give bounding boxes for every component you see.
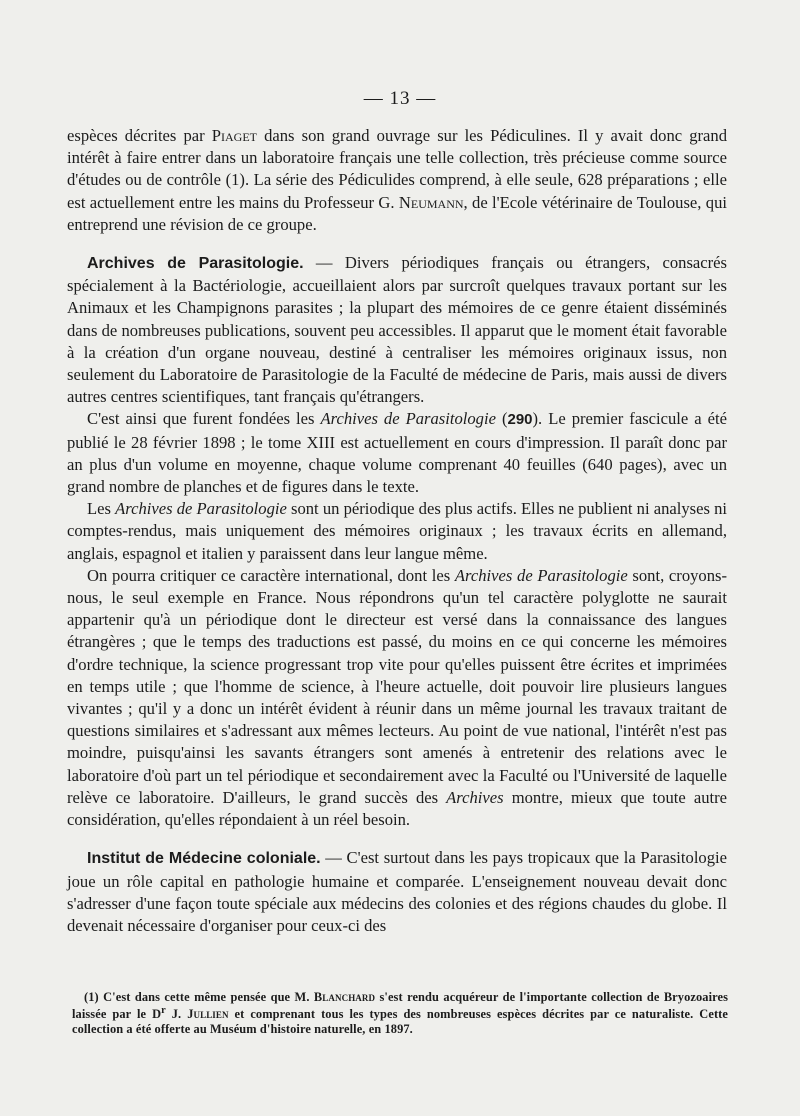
archives-paragraph: C'est ainsi que furent fondées les Archives de Parasitologie (290). Le premier fascicule a été publié le 28 février 1898 ; le tome XIII est actuellement en cours d'impression. Il paraît donc par an plus d'un volume en moyenne, chaque volume comprenant 40 feuilles (640 pages), avec un grand nombre de planches et de figures dans le texte.: [67, 409, 727, 497]
section-heading: Archives de Parasitologie.: [87, 255, 304, 273]
body-text: [67, 125, 727, 937]
page-number: — 13 —: [363, 88, 437, 109]
archives-paragraph: On pourra critiquer ce caractère international, dont les Archives de Parasitologie sont, croyons-nous, le seul exemple en France. Nous répondrons qu'un tel caractère polyglotte ne saurait appartenir qu'à un périodique dont le directeur est versé dans la connaissance des langues étrangères ; que le temps des traductions est passé, du moins en ce qui concerne les mémoires d'ordre technique, la science progressant trop vite pour qu'elles puissent être écrites et imprimées en temps utile ; que l'homme de science, à l'heure actuelle, doit pouvoir lire plusieurs langues vivantes ; qu'il y a donc un intérêt évident à réunir dans un même journal les travaux traitant de questions similaires et s'adressant aux mêmes lecteurs. Au point de vue national, l'intérêt n'est pas moindre, puisqu'ainsi les savants étrangers sont amenés à entretenir des relations avec le laboratoire d'où part un tel périodique et secondairement avec la Faculté ou l'Université de laquelle relève ce laboratoire. D'ailleurs, le grand succès des Archives montre, mieux que toute autre considération, qu'elles répondaient à un réel besoin.: [67, 565, 727, 830]
author-name: Piaget: [211, 126, 257, 145]
institut-paragraph: Institut de Médecine coloniale. — C'est surtout dans les pays tropicaux que la Parasitologie joue un rôle capital en pathologie humaine et comparée. L'enseignement nouveau devait donc s'adresser d'une façon toute spéciale aux médecins des colonies et des régions chaudes du globe. Il devenait nécessaire d'organiser pour ceux-ci des: [67, 848, 727, 935]
author-name: Neumann: [398, 192, 464, 212]
reference-number: 290: [507, 411, 533, 429]
intro-paragraph: espèces décrites par Piaget dans son grand ouvrage sur les Pédiculines. Il y avait donc grand intérêt à faire entrer dans un laboratoire français une telle collection, très précieuse comme source d'études ou de contrôle (1). La série des Pédiculides comprend, à elle seule, 628 préparations ; elle est actuellement entre les mains du Professeur G. Neumann, de l'Ecole vétérinaire de Toulouse, qui entreprend une révision de ce groupe.: [67, 126, 727, 234]
author-name: Jullien: [187, 1007, 229, 1022]
section-heading: Institut de Médecine coloniale.: [87, 850, 321, 868]
footnote: (1) C'est dans cette même pensée que M. Blanchard s'est rendu acquéreur de l'importante collection de Bryozoaires laissée par le $D^r$ J. Jullien et comprenant tous les types des nombreuses espèces décrites par ce naturaliste. Cette collection a été offerte au Muséum d'histoire naturelle, en 1897.: [72, 990, 729, 1036]
archives-paragraph: Les Archives de Parasitologie sont un périodique des plus actifs. Elles ne publient ni analyses ni comptes-rendus, mais uniquement des mémoires originaux ; les travaux écrits en allemand, anglais, espagnol et italien y paraissent dans leur langue même.: [67, 499, 727, 563]
author-name: Blanchard: [313, 990, 376, 1004]
archives-paragraph: Archives de Parasitologie. — Divers périodiques français ou étrangers, consacrés spécialement à la Bactériologie, accueillaient alors par surcroît quelques travaux portant sur les Animaux et les Champignons parasites ; la plupart des mémoires de ce genre étaient disséminés dans de nombreuses publications, souvent peu accessibles. Il apparut que le moment était favorable à la création d'un organe nouveau, destiné à centraliser les mémoires originaux issus, non seulement du Laboratoire de Parasitologie de la Faculté de médecine de Paris, mais aussi de divers autres centres scientifiques, tant français qu'étrangers.: [67, 253, 727, 407]
